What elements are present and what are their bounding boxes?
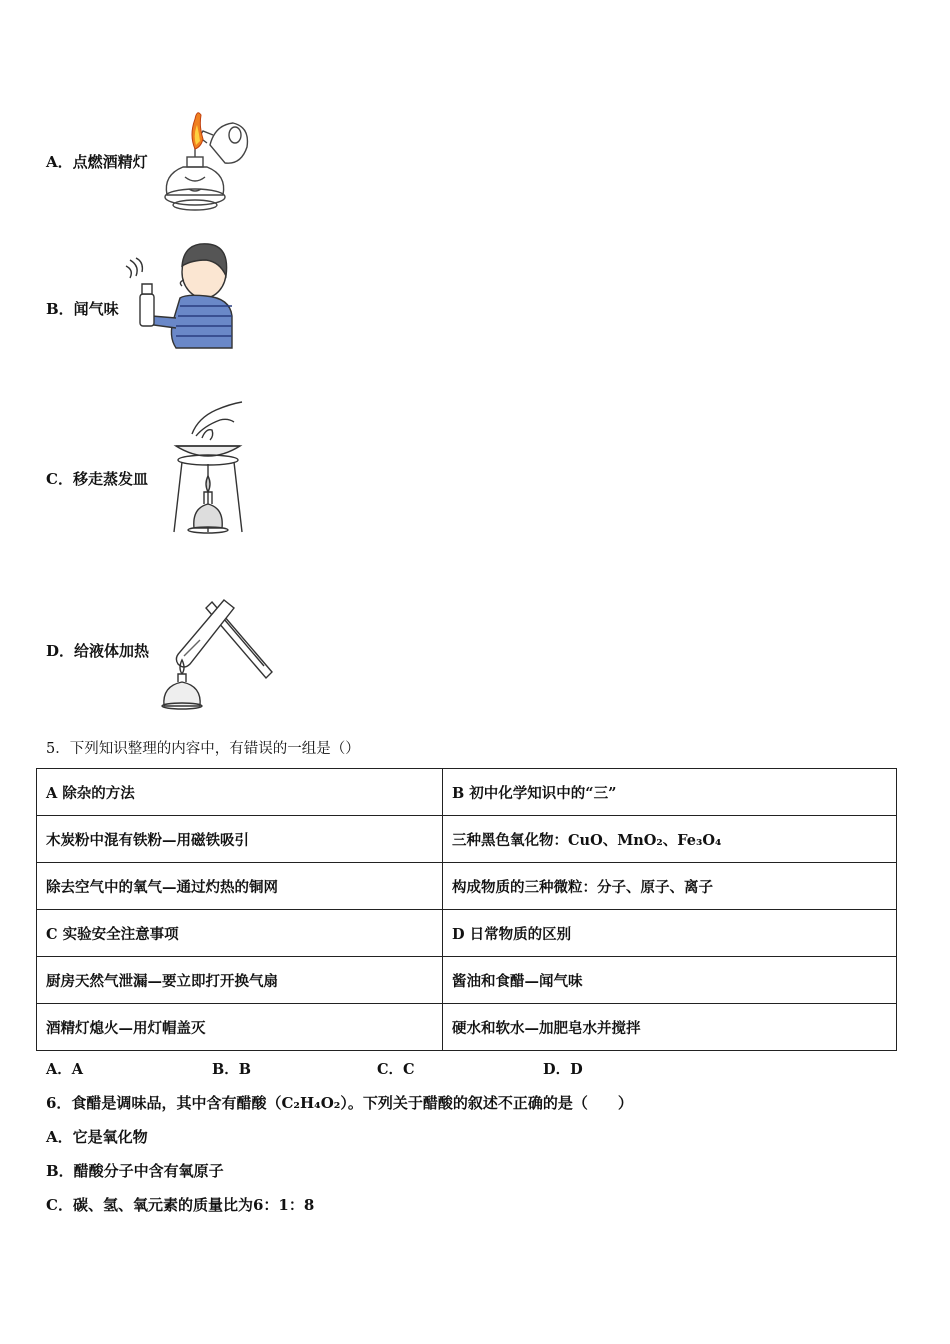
table-row [37,1004,897,1051]
question-6-option-a: A．它是氧化物 [46,1128,148,1146]
table-cell: C 实验安全注意事项 [37,910,443,957]
table-cell: 木炭粉中混有铁粉—用磁铁吸引 [37,816,443,863]
question-6-option-b: B．醋酸分子中含有氧原子 [46,1162,224,1180]
question-6-option-c: C．碳、氢、氧元素的质量比为6：1：8 [46,1196,315,1214]
table-cell: 除去空气中的氧气—通过灼热的铜网 [37,863,443,910]
answer-choice-c: C．C [377,1061,415,1078]
table-cell: D 日常物质的区别 [443,910,897,957]
option-a: A．点燃酒精灯 [46,153,148,171]
table-cell: 构成物质的三种微粒：分子、原子、离子 [443,863,897,910]
table-cell: A 除杂的方法 [37,769,443,816]
answer-choice-b: B．B [212,1061,252,1078]
table-cell: B 初中化学知识中的“三” [443,769,897,816]
answer-choice-a: A．A [46,1061,84,1078]
table-cell: 三种黑色氧化物：CuO、MnO₂、Fe₃O₄ [443,816,897,863]
knowledge-table [36,768,897,1051]
evaporating-dish-icon [168,400,250,538]
option-c: C．移走蒸发皿 [46,470,148,488]
table-cell: 酒精灯熄火—用灯帽盖灭 [37,1004,443,1051]
answer-choice-d: D．D [543,1061,583,1078]
option-b: B．闻气味 [46,300,119,318]
question-6-stem: 6．食醋是调味品，其中含有醋酸（C₂H₄O₂）。下列关于醋酸的叙述不正确的是（ ） [46,1094,633,1112]
table-row [37,816,897,863]
table-row [37,863,897,910]
table-cell: 厨房天然气泄漏—要立即打开换气扇 [37,957,443,1004]
table-row [37,769,897,816]
smelling-gas-icon [120,236,238,350]
table-row [37,957,897,1004]
option-d: D．给液体加热 [46,642,150,660]
table-cell: 酱油和食醋—闻气味 [443,957,897,1004]
alcohol-lamp-lighting-icon [155,105,255,213]
question-5-stem: 5．下列知识整理的内容中，有错误的一组是（） [46,741,360,757]
heating-liquid-icon [160,598,278,710]
table-row [37,910,897,957]
table-cell: 硬水和软水—加肥皂水并搅拌 [443,1004,897,1051]
